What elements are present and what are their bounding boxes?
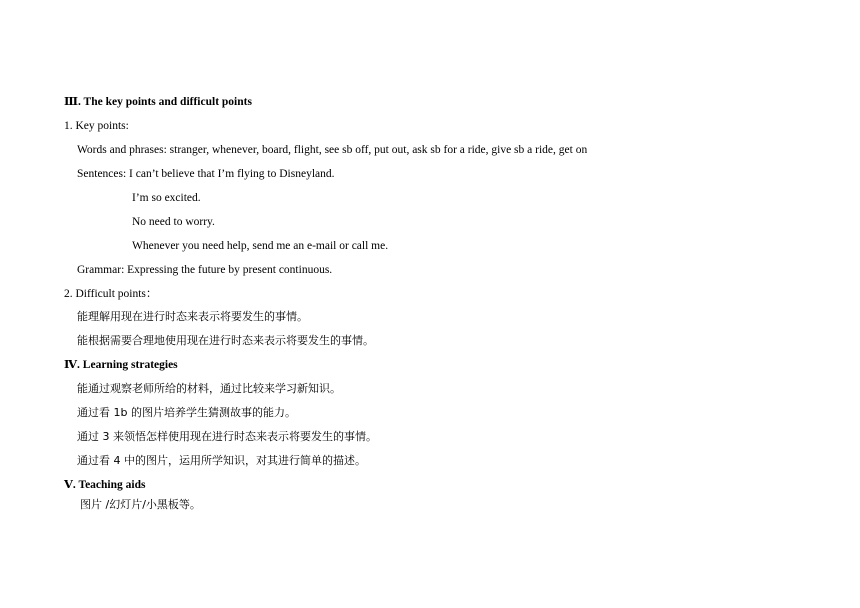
section-heading-learning-strategies: Ⅳ. Learning strategies bbox=[64, 359, 178, 371]
difficult-point-item: 能理解用现在进行时态来表示将要发生的事情。 bbox=[77, 310, 308, 323]
words-and-phrases: Words and phrases: stranger, whenever, board, flight, see sb off, put out, ask sb for a ride, give sb a ride, get on bbox=[77, 144, 588, 156]
teaching-aids-text: 图片 /幻灯片/小黑板等。 bbox=[80, 498, 201, 511]
key-points-title: 1. Key points: bbox=[64, 120, 129, 132]
sentence-item: No need to worry. bbox=[132, 216, 215, 228]
sentence-item: I’m so excited. bbox=[132, 192, 201, 204]
strategy-item: 通过看 1b 的图片培养学生猜测故事的能力。 bbox=[77, 406, 296, 419]
section-heading-teaching-aids: Ⅴ. Teaching aids bbox=[64, 479, 146, 491]
strategy-item: 通过 3 来领悟怎样使用现在进行时态来表示将要发生的事情。 bbox=[77, 430, 377, 443]
sentences-label: Sentences: I can’t believe that I’m flying to Disneyland. bbox=[77, 168, 335, 180]
strategy-item: 能通过观察老师所给的材料，通过比较来学习新知识。 bbox=[77, 382, 341, 395]
difficult-point-item: 能根据需要合理地使用现在进行时态来表示将要发生的事情。 bbox=[77, 334, 374, 347]
sentence-item: Whenever you need help, send me an e-mail or call me. bbox=[132, 240, 389, 252]
grammar-line: Grammar: Expressing the future by present continuous. bbox=[77, 264, 333, 276]
difficult-points-title: 2. Difficult points： bbox=[64, 288, 158, 300]
section-heading-key-points: Ⅲ. The key points and difficult points bbox=[64, 96, 252, 108]
strategy-item: 通过看 4 中的图片，运用所学知识，对其进行简单的描述。 bbox=[77, 454, 366, 467]
